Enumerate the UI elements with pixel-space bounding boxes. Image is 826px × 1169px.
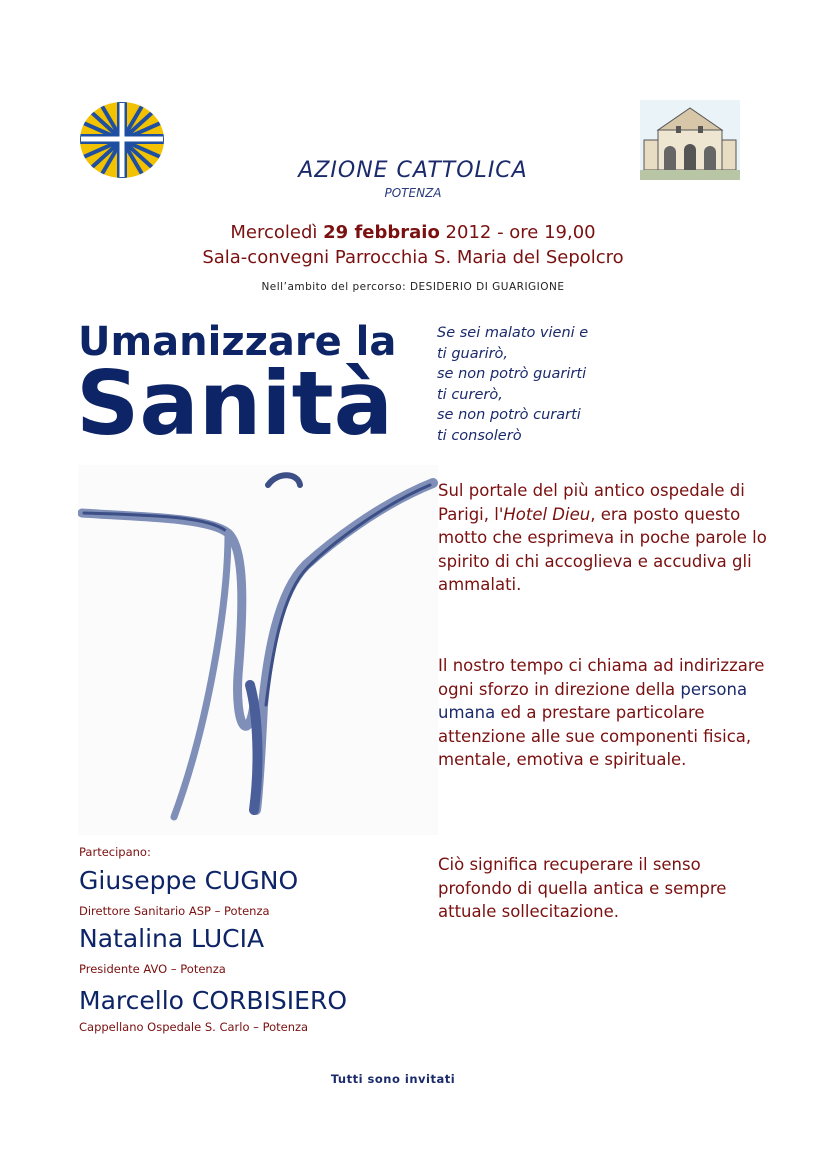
main-title-line1: Umanizzare la: [78, 319, 397, 365]
participant-role: Direttore Sanitario ASP – Potenza: [79, 904, 270, 918]
quote-line: se non potrò guarirti: [437, 366, 587, 382]
quote-line: ti curerò,: [437, 386, 503, 403]
event-weekday: Mercoledì: [230, 222, 318, 243]
para2-text-b: ed a prestare particolare attenzione alle sue componenti fisica, mentale, emotiva e spirituale.: [438, 703, 752, 769]
para2-highlight: persona umana: [438, 679, 748, 722]
participant-name: Giuseppe CUGNO: [79, 866, 299, 895]
quote-line: se non potrò curarti: [437, 407, 581, 423]
event-place: Sala-convegni Parrocchia S. Maria del Sepolcro: [202, 247, 624, 268]
quote-line: ti guarirò,: [437, 345, 509, 362]
participant-name: Natalina LUCIA: [79, 924, 265, 953]
para2-text-a: Il nostro tempo ci chiama ad indirizzare ogni sforzo in direzione della: [438, 656, 765, 699]
participant-name: Marcello CORBISIERO: [79, 986, 347, 1015]
paragraph-significa: Ciò significa recuperare il senso profondo di quella antica e sempre attuale sollecitazione.: [438, 855, 727, 921]
event-date-bold: 29 febbraio: [323, 222, 440, 243]
para1-text-b: , era posto questo motto che esprimeva in poche parole lo spirito di chi accoglieva e accudiva gli ammalati.: [438, 504, 767, 594]
quote-line: ti consolerò: [437, 427, 522, 444]
para1-text-a: Sul portale del più antico ospedale di Parigi, l': [438, 481, 745, 524]
main-title-line2: Sanità: [76, 352, 394, 455]
org-title: AZIONE CATTOLICA: [298, 158, 528, 183]
motto-quote: [437, 323, 637, 446]
participants-label: Partecipano:: [79, 845, 151, 859]
path-line: Nell’ambito del percorso: DESIDERIO DI GUARIGIONE: [261, 281, 565, 293]
abstract-figure-icon: [78, 465, 438, 835]
invite-footer: Tutti sono invitati: [330, 1072, 456, 1086]
paragraph-persona-umana: [438, 654, 768, 772]
quote-line: Se sei malato vieni e: [437, 325, 589, 341]
org-subtitle: POTENZA: [384, 186, 442, 200]
para1-italic: Hotel Dieu: [503, 504, 591, 524]
participant-role: Presidente AVO – Potenza: [79, 962, 226, 976]
event-year-time: 2012 - ore 19,00: [445, 222, 596, 243]
participant-role: Cappellano Ospedale S. Carlo – Potenza: [79, 1020, 309, 1034]
event-date: [0, 222, 826, 243]
paragraph-hotel-dieu: [438, 479, 768, 597]
